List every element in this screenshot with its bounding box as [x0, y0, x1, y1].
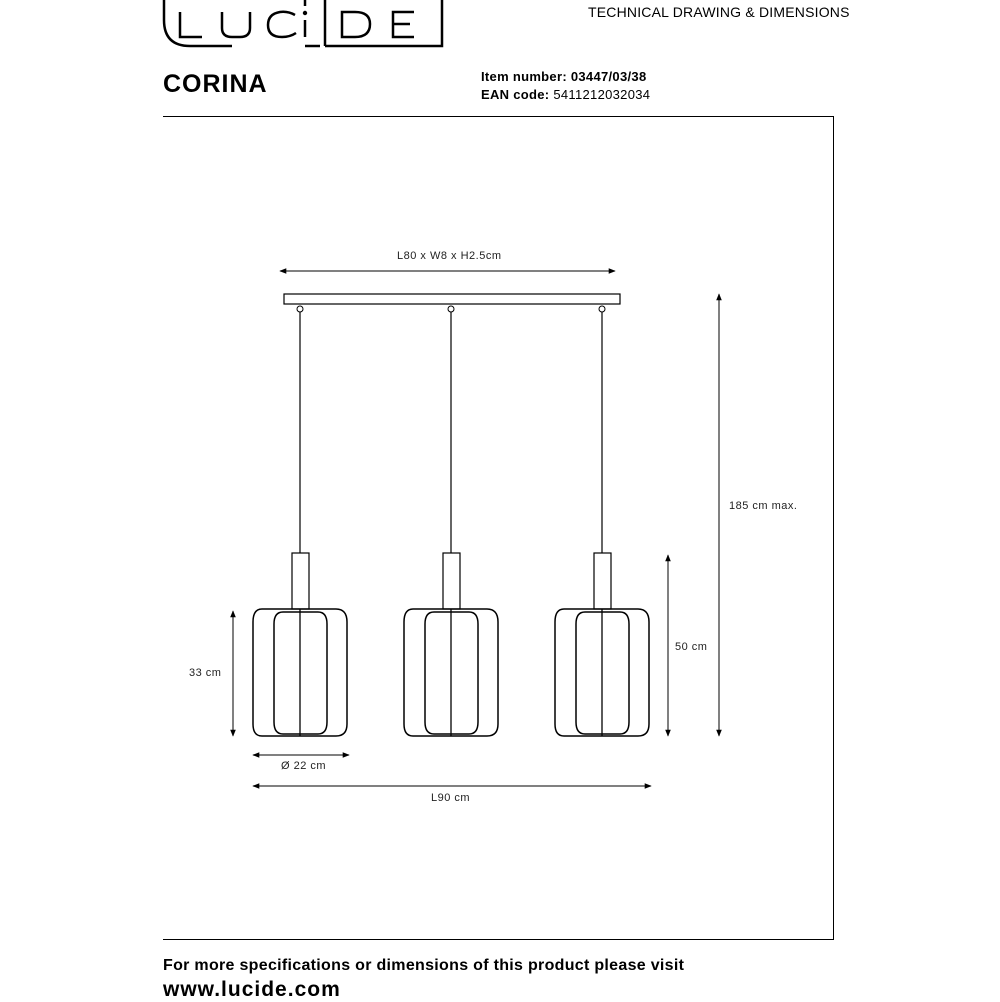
total-length-label: L90 cm: [431, 792, 471, 804]
ean-code-value: 5411212032034: [553, 87, 651, 102]
website-link[interactable]: www.lucide.com: [163, 978, 341, 1001]
shade-diameter-label: Ø 22 cm: [281, 760, 327, 772]
pendant-left: [253, 306, 347, 736]
product-name: CORINA: [163, 70, 268, 98]
ean-code-label: EAN code:: [481, 87, 550, 102]
max-height-label: 185 cm max.: [729, 500, 798, 512]
canopy-dimension-label: L80 x W8 x H2.5cm: [397, 250, 502, 262]
ceiling-canopy: [284, 294, 620, 304]
pendant-right: [555, 306, 649, 736]
fixture-height-label: 50 cm: [675, 641, 708, 653]
document-type-title: TECHNICAL DRAWING & DIMENSIONS: [588, 4, 850, 20]
pendant-center: [404, 306, 498, 736]
footer-info-text: For more specifications or dimensions of this product please visit: [163, 957, 685, 974]
item-number-label: Item number:: [481, 69, 567, 84]
shade-height-label: 33 cm: [189, 667, 222, 679]
item-number-value: 03447/03/38: [570, 69, 647, 84]
